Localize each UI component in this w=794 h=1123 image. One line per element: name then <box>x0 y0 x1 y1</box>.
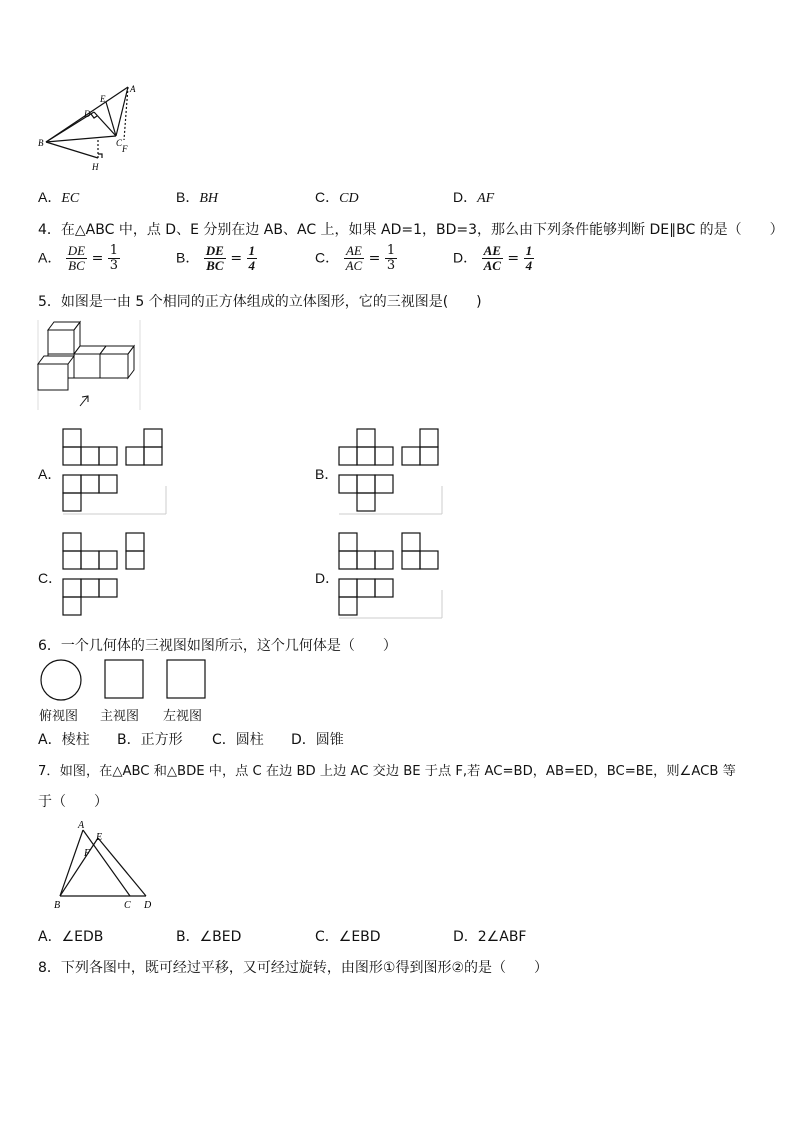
q7-stem-line2: 于（ ） <box>38 794 108 810</box>
q4-option-b[interactable]: B． $\frac{DE}{BC}$ = $\frac{1}{4}$ <box>176 243 255 273</box>
q5-option-c-views <box>60 530 168 620</box>
q6-caption-top-view: 俯视图 <box>39 709 79 724</box>
q6-caption-side-view: 左视图 <box>163 709 203 724</box>
q3-option-a[interactable]: A．EC <box>38 189 80 206</box>
q6-option-a[interactable]: A．棱柱 <box>38 732 90 748</box>
q6-top-view-circle <box>41 660 81 700</box>
q6-side-view-square <box>167 660 205 698</box>
q5-option-a-views <box>60 426 168 516</box>
q7-label-f: F <box>84 848 91 859</box>
q4-stem: 4．在△ABC 中，点 D、E 分别在边 AB、AC 上，如果 AD=1，BD=3，那么由下列条件能够判断 DE∥BC 的是（ ） <box>38 222 784 238</box>
q3-label-e: E <box>100 94 106 104</box>
q3-label-f: F <box>122 144 128 154</box>
q5-option-d-views <box>336 530 444 620</box>
q7-label-a: A <box>78 820 85 831</box>
q3-label-d: D <box>84 109 91 119</box>
q6-stem: 6．一个几何体的三视图如图所示，这个几何体是（ ） <box>38 638 397 654</box>
q6-option-d[interactable]: D．圆锥 <box>291 732 344 748</box>
q6-caption-front-view: 主视图 <box>100 709 140 724</box>
q7-label-b: B <box>54 900 61 911</box>
q7-label-d: D <box>144 900 152 911</box>
q7-label-e: E <box>96 832 103 843</box>
q5-option-b[interactable]: B． <box>315 466 339 482</box>
q5-option-c[interactable]: C． <box>38 570 63 586</box>
q3-label-c: C <box>116 138 123 148</box>
q3-label-h: H <box>92 162 99 172</box>
q5-cube-figure <box>36 318 144 412</box>
q3-option-d[interactable]: D．AF <box>453 189 495 206</box>
q3-option-c[interactable]: C．CD <box>315 189 359 206</box>
q4-option-d[interactable]: D． $\frac{AE}{AC}$ = $\frac{1}{4}$ <box>453 243 533 273</box>
q7-option-d[interactable]: D．2∠ABF <box>453 929 527 945</box>
q6-three-views <box>38 658 210 702</box>
q7-option-b[interactable]: B．∠BED <box>176 929 242 945</box>
q5-option-a[interactable]: A． <box>38 466 62 482</box>
q7-option-c[interactable]: C．∠EBD <box>315 929 381 945</box>
q5-option-d[interactable]: D． <box>315 570 340 586</box>
q3-option-b[interactable]: B．BH <box>176 189 219 206</box>
q7-label-c: C <box>124 900 131 911</box>
q6-option-c[interactable]: C．圆柱 <box>212 732 264 748</box>
q4-option-a[interactable]: A． $\frac{DE}{BC}$ = $\frac{1}{3}$ <box>38 243 119 273</box>
q6-option-b[interactable]: B．正方形 <box>117 732 183 748</box>
q7-stem-line1: 7．如图，在△ABC 和△BDE 中，点 C 在边 BD 上边 AC 交边 BE 于点 F,若 AC=BD，AB=ED，BC=BE，则∠ACB 等 <box>38 764 736 779</box>
q5-option-b-views <box>336 426 444 516</box>
q3-figure <box>36 84 146 176</box>
q4-option-c[interactable]: C． $\frac{AE}{AC}$ = $\frac{1}{3}$ <box>315 243 396 273</box>
q5-stem: 5．如图是一由 5 个相同的正方体组成的立体图形，它的三视图是( ) <box>38 294 482 310</box>
q7-option-a[interactable]: A．∠EDB <box>38 929 104 945</box>
q8-stem: 8．下列各图中，既可经过平移，又可经过旋转，由图形①得到图形②的是（ ） <box>38 960 549 976</box>
q3-label-a: A <box>130 84 136 94</box>
q6-front-view-square <box>105 660 143 698</box>
q3-label-b: B <box>38 138 44 148</box>
q7-figure <box>50 818 160 912</box>
